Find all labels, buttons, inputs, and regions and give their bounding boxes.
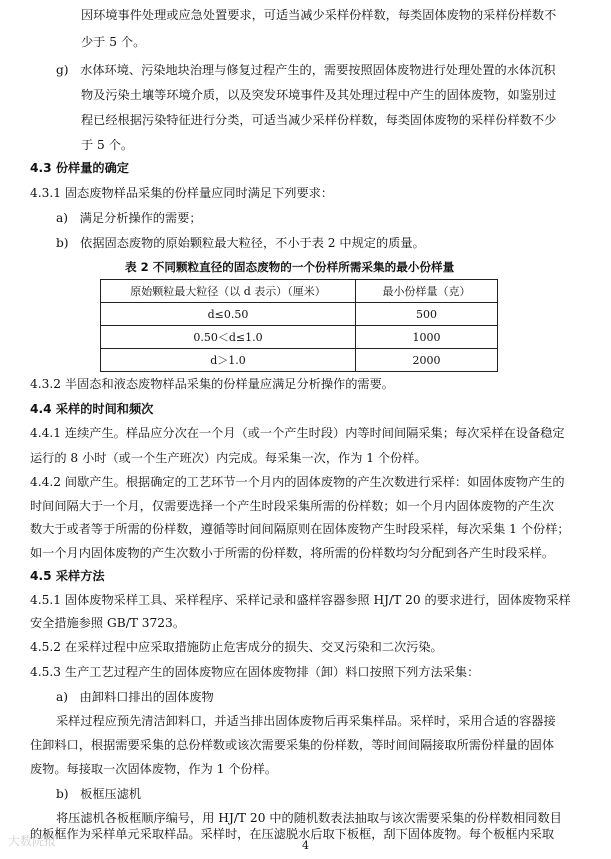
- table-header-row: [101, 280, 498, 303]
- list-item-g: g) 水体环境、污染地块治理与修复过程产生的，需要按照固体废物进行处理处置的水体沉积: [56, 63, 556, 77]
- table-cell: 0.50＜d≤1.0: [101, 326, 356, 349]
- table-cell: d＞1.0: [101, 349, 356, 372]
- clause-4-5-3: 4.5.3 生产工艺过程产生的固体废物应在固体废物排（卸）料口按照下列方法采集：: [30, 665, 480, 679]
- table-header-cell: 最小份样量（克）: [356, 280, 498, 303]
- page-number: 4: [302, 839, 309, 852]
- list-item-a: a) 满足分析操作的需要；: [56, 211, 202, 225]
- table-cell: 2000: [356, 349, 498, 372]
- text-line: 因环境事件处理或应急处置要求，可适当减少采样份样数，每类固体废物的采样份样数不: [81, 8, 557, 22]
- clause-4-3-2: 4.3.2 半固态和液态废物样品采集的份样量应满足分析操作的需要。: [30, 377, 394, 391]
- text-line: 的板框作为采样单元采取样品。采样时，在压滤脱水后取下板框，刮下固体废物。每个板框内采取: [30, 827, 555, 841]
- text-line: 于 5 个。: [81, 138, 134, 152]
- table-cell: d≤0.50: [101, 303, 356, 326]
- list-item-b: b) 依据固态废物的原始颗粒最大粒径，不小于表 2 中规定的质量。: [56, 236, 425, 250]
- text-line: 程已经根据污染特征进行分类，可适当减少采样份样数，每类固体废物的采样份样数不少: [81, 113, 557, 127]
- list-item-b: b) 板框压滤机: [56, 787, 142, 801]
- text-line: 如一个月内固体废物的产生次数小于所需的份样数，将所需的份样数均匀分配到各产生时段采样。: [30, 546, 555, 560]
- section-heading-4-5: 4.5 采样方法: [30, 569, 105, 583]
- table-cell: 500: [356, 303, 498, 326]
- table-caption: 表 2 不同颗粒直径的固态废物的一个份样所需采集的最小份样量: [125, 260, 455, 274]
- text-line: 运行的 8 小时（或一个生产班次）内完成。每采集一次，作为 1 个份样。: [30, 451, 427, 465]
- text-line: 物及污染土壤等环境介质，以及突发环境事件及其处理过程中产生的固体废物，如鉴别过: [81, 88, 557, 102]
- text-line: 少于 5 个。: [81, 35, 146, 49]
- clause-4-5-1: 4.5.1 固体废物采样工具、采样程序、采样记录和盛样容器参照 HJ/T 20 的要求进行，固体废物采样: [30, 593, 571, 607]
- text-line: 将压滤机各板框顺序编号，用 HJ/T 20 中的随机数表法抽取与该次需要采集的份样数相同数目: [56, 811, 562, 825]
- text-line: 废物。每接取一次固体废物，作为 1 个份样。: [30, 762, 278, 776]
- section-heading-4-3: 4.3 份样量的确定: [30, 161, 129, 175]
- table-row: [101, 349, 498, 372]
- clause-4-3-1: 4.3.1 固态废物样品采集的份样量应同时满足下列要求：: [30, 186, 334, 200]
- clause-4-4-2: 4.4.2 间歇产生。根据确定的工艺环节一个月内的固体废物的产生次数进行采样：如固体废物产生的: [30, 475, 565, 489]
- text-line: 数大于或者等于所需的份样数，遵循等时间间隔原则在固体废物产生时段采样，每次采集 1 个份样；: [30, 522, 570, 536]
- table-row: [101, 303, 498, 326]
- text-line: 安全措施参照 GB/T 3723。: [30, 616, 186, 630]
- watermark: 大数院报: [8, 834, 57, 848]
- clause-4-4-1: 4.4.1 连续产生。样品应分次在一个月（或一个产生时段）内等时间间隔采集；每次采样在设备稳定: [30, 426, 565, 440]
- table-cell: 1000: [356, 326, 498, 349]
- text-line: 时间间隔大于一个月，仅需要选择一个产生时段采集所需的份样数；如一个月内固体废物的产生次: [30, 499, 555, 513]
- text-line: 住卸料口，根据需要采集的总份样数或该次需要采集的份样数，等时间间隔接取所需份样量的固体: [30, 738, 555, 752]
- list-item-a: a) 由卸料口排出的固体废物: [56, 690, 214, 704]
- table-row: [101, 326, 498, 349]
- table-header-cell: 原始颗粒最大粒径（以 d 表示）（厘米）: [101, 280, 356, 303]
- table-2: [100, 279, 498, 372]
- clause-4-5-2: 4.5.2 在采样过程中应采取措施防止危害成分的损失、交叉污染和二次污染。: [30, 640, 443, 654]
- text-line: 采样过程应预先清洁卸料口，并适当排出固体废物后再采集样品。采样时，采用合适的容器接: [56, 714, 556, 728]
- section-heading-4-4: 4.4 采样的时间和频次: [30, 402, 154, 416]
